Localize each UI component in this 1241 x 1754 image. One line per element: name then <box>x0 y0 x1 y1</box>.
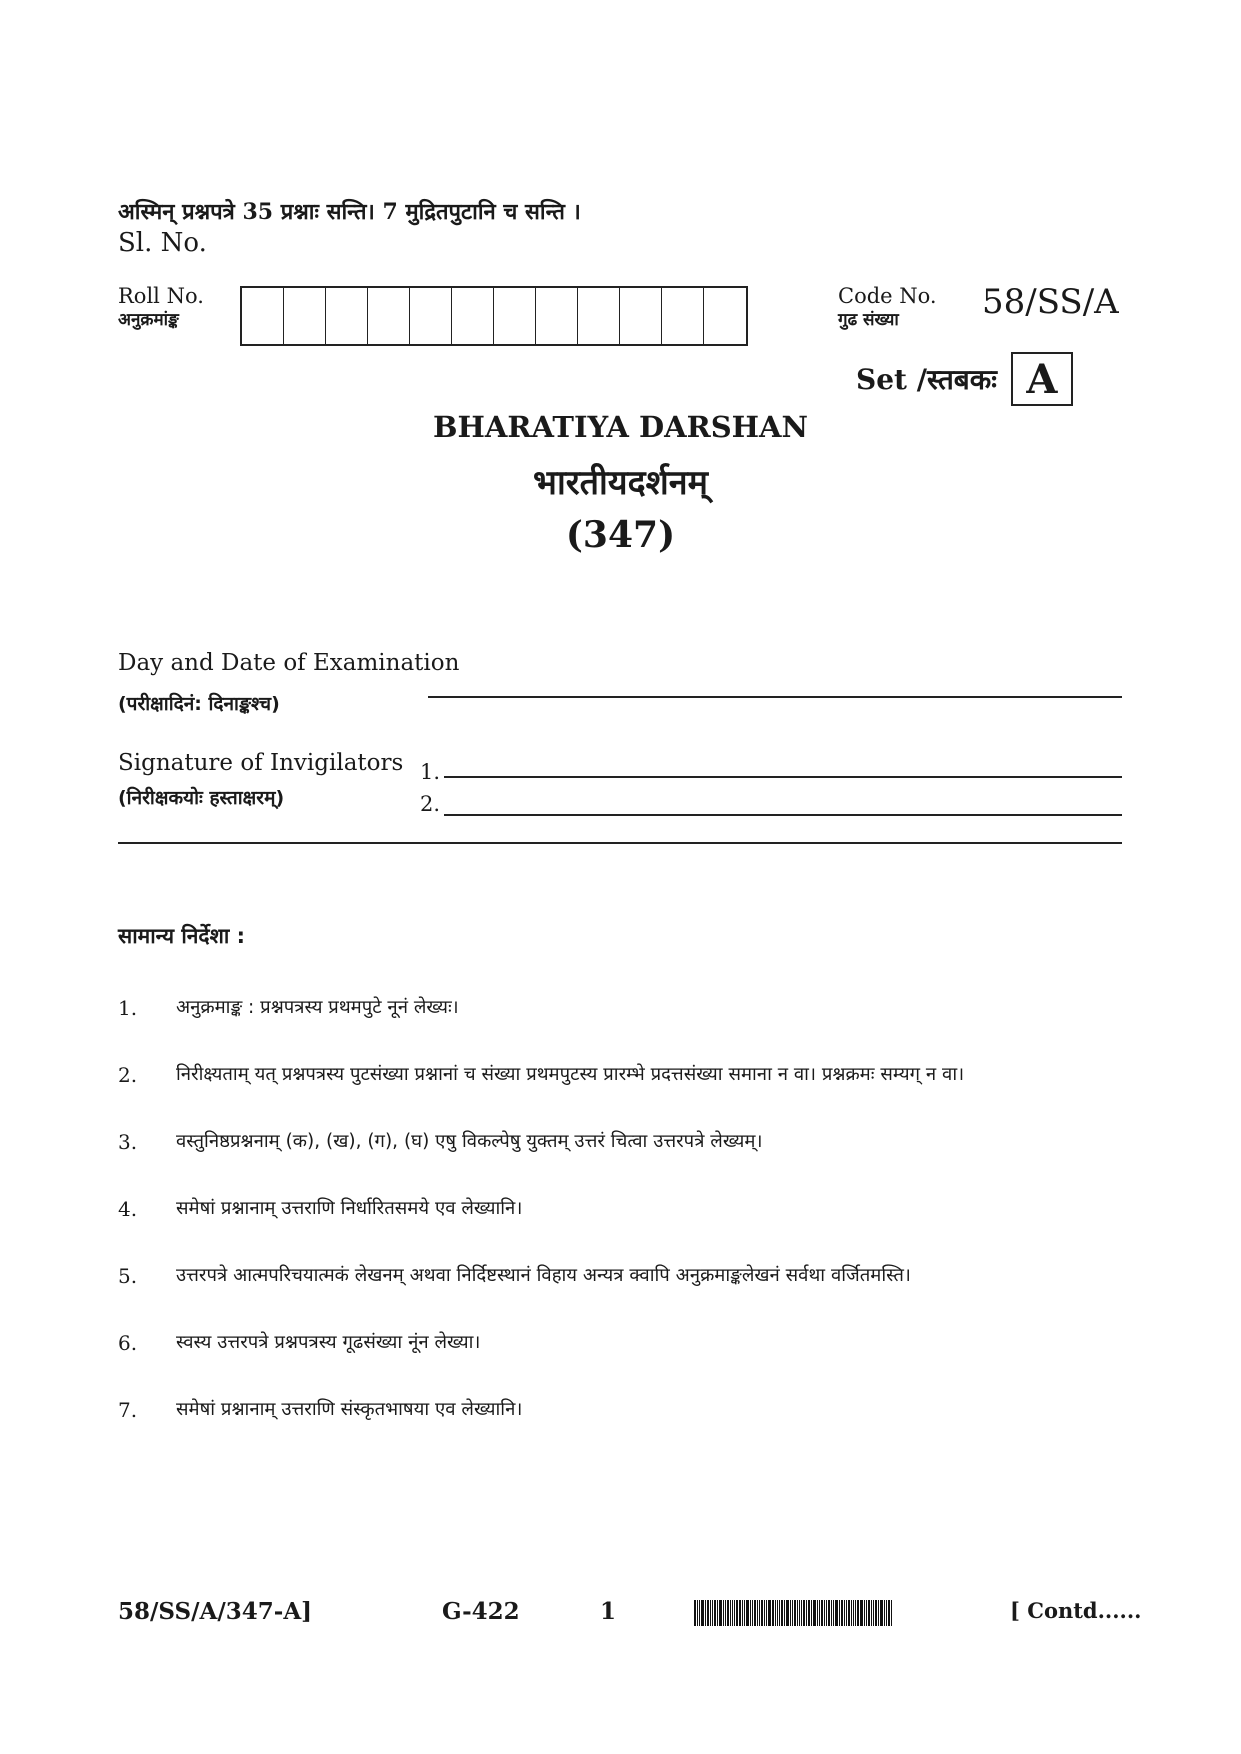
roll-number-box[interactable] <box>368 288 410 344</box>
footer-g-code: G-422 <box>442 1598 520 1625</box>
instruction-number: 2. <box>118 1063 138 1087</box>
instruction-item <box>118 990 1128 1026</box>
subject-code: (347) <box>565 514 676 556</box>
instruction-item <box>118 1191 1128 1227</box>
code-number-label-en: Code No. <box>838 284 937 308</box>
instruction-text: वस्तुनिष्ठप्रश्ननाम् (क), (ख), (ग), (घ) एषु विकल्पेषु युक्तम् उत्तरं चित्वा उत्तरपत्रे लेख्यम्। <box>176 1131 763 1152</box>
footer-paper-code: 58/SS/A/347-A] <box>118 1598 313 1625</box>
exam-date-field[interactable] <box>428 696 1122 698</box>
set-value-box: A <box>1011 352 1073 406</box>
instruction-number: 6. <box>118 1331 138 1355</box>
instruction-item <box>118 1392 1128 1428</box>
page-count-note: अस्मिन् प्रश्नपत्रे 35 प्रश्नाः सन्ति। 7 मुद्रितपुटानि च सन्ति । <box>118 199 581 225</box>
set-row <box>856 352 1073 406</box>
instruction-number: 4. <box>118 1197 138 1221</box>
instruction-text: निरीक्ष्यताम् यत् प्रश्नपत्रस्य पुटसंख्या प्रश्नानां च संख्या प्रथमपुटस्य प्रारम्भे प्रदत्तसंख्या समाना न वा। प्रश्नक्रमः सम्यग् न वा। <box>176 1064 965 1085</box>
roll-number-box[interactable] <box>452 288 494 344</box>
roll-number-box[interactable] <box>326 288 368 344</box>
roll-number-boxes[interactable] <box>240 286 748 346</box>
set-label: Set /स्तबकः <box>856 363 997 396</box>
signature-1-number: 1. <box>420 760 441 784</box>
footer-page-number: 1 <box>600 1598 617 1625</box>
roll-number-box[interactable] <box>410 288 452 344</box>
instruction-number: 1. <box>118 996 138 1020</box>
instructions-list <box>118 990 1128 1459</box>
instruction-item <box>118 1325 1128 1361</box>
signature-2-number: 2. <box>420 792 441 816</box>
instruction-text: समेषां प्रश्नानाम् उत्तराणि निर्धारितसमये एव लेख्यानि। <box>176 1198 523 1219</box>
instruction-number: 7. <box>118 1398 138 1422</box>
subject-title-sanskrit: भारतीयदर्शनम् <box>533 463 708 503</box>
roll-number-box[interactable] <box>536 288 578 344</box>
section-divider <box>118 842 1122 844</box>
footer-continued: [ Contd...... <box>1010 1598 1142 1623</box>
exam-date-label-hi: (परीक्षादिनं: दिनाङ्कश्च) <box>118 693 280 715</box>
roll-number-box[interactable] <box>242 288 284 344</box>
instruction-number: 5. <box>118 1264 138 1288</box>
roll-number-box[interactable] <box>284 288 326 344</box>
subject-title-english: BHARATIYA DARSHAN <box>432 410 809 444</box>
roll-number-box[interactable] <box>704 288 746 344</box>
instruction-text: अनुक्रमाङ्क : प्रश्नपत्रस्य प्रथमपुटे नूनं लेख्यः। <box>176 997 459 1018</box>
barcode-icon <box>694 1600 994 1626</box>
instruction-text: समेषां प्रश्नानाम् उत्तराणि संस्कृतभाषया एव लेख्यानि। <box>176 1399 523 1420</box>
code-number-label-hi: गुढ संख्या <box>838 310 899 330</box>
instruction-item <box>118 1124 1128 1160</box>
serial-number-label: Sl. No. <box>118 228 207 258</box>
instruction-item <box>118 1258 1128 1294</box>
roll-number-label-hi: अनुक्रमांङ्क <box>118 310 179 330</box>
roll-number-box[interactable] <box>662 288 704 344</box>
code-number-label <box>838 284 937 332</box>
exam-date-label: Day and Date of Examination <box>118 650 460 676</box>
roll-number-box[interactable] <box>494 288 536 344</box>
invigilator-signature-label-hi: (निरीक्षकयोः हस्ताक्षरम्) <box>118 787 285 809</box>
roll-number-box[interactable] <box>620 288 662 344</box>
code-number-value: 58/SS/A <box>982 282 1119 322</box>
instruction-text: उत्तरपत्रे आत्मपरिचयात्मकं लेखनम् अथवा निर्दिष्टस्थानं विहाय अन्यत्र क्वापि अनुक्रमाङ्कलेखनं सर्वथा वर्जितमस्ति। <box>176 1265 911 1286</box>
roll-number-box[interactable] <box>578 288 620 344</box>
instruction-item <box>118 1057 1128 1093</box>
signature-1-field[interactable] <box>444 776 1122 778</box>
roll-number-label <box>118 284 204 332</box>
instruction-text: स्वस्य उत्तरपत्रे प्रश्नपत्रस्य गूढसंख्या नूंन लेख्या। <box>176 1332 481 1353</box>
signature-2-field[interactable] <box>444 814 1122 816</box>
instruction-number: 3. <box>118 1130 138 1154</box>
instructions-title: सामान्य निर्देशा : <box>118 924 245 948</box>
roll-number-label-en: Roll No. <box>118 284 204 308</box>
invigilator-signature-label: Signature of Invigilators <box>118 750 404 776</box>
